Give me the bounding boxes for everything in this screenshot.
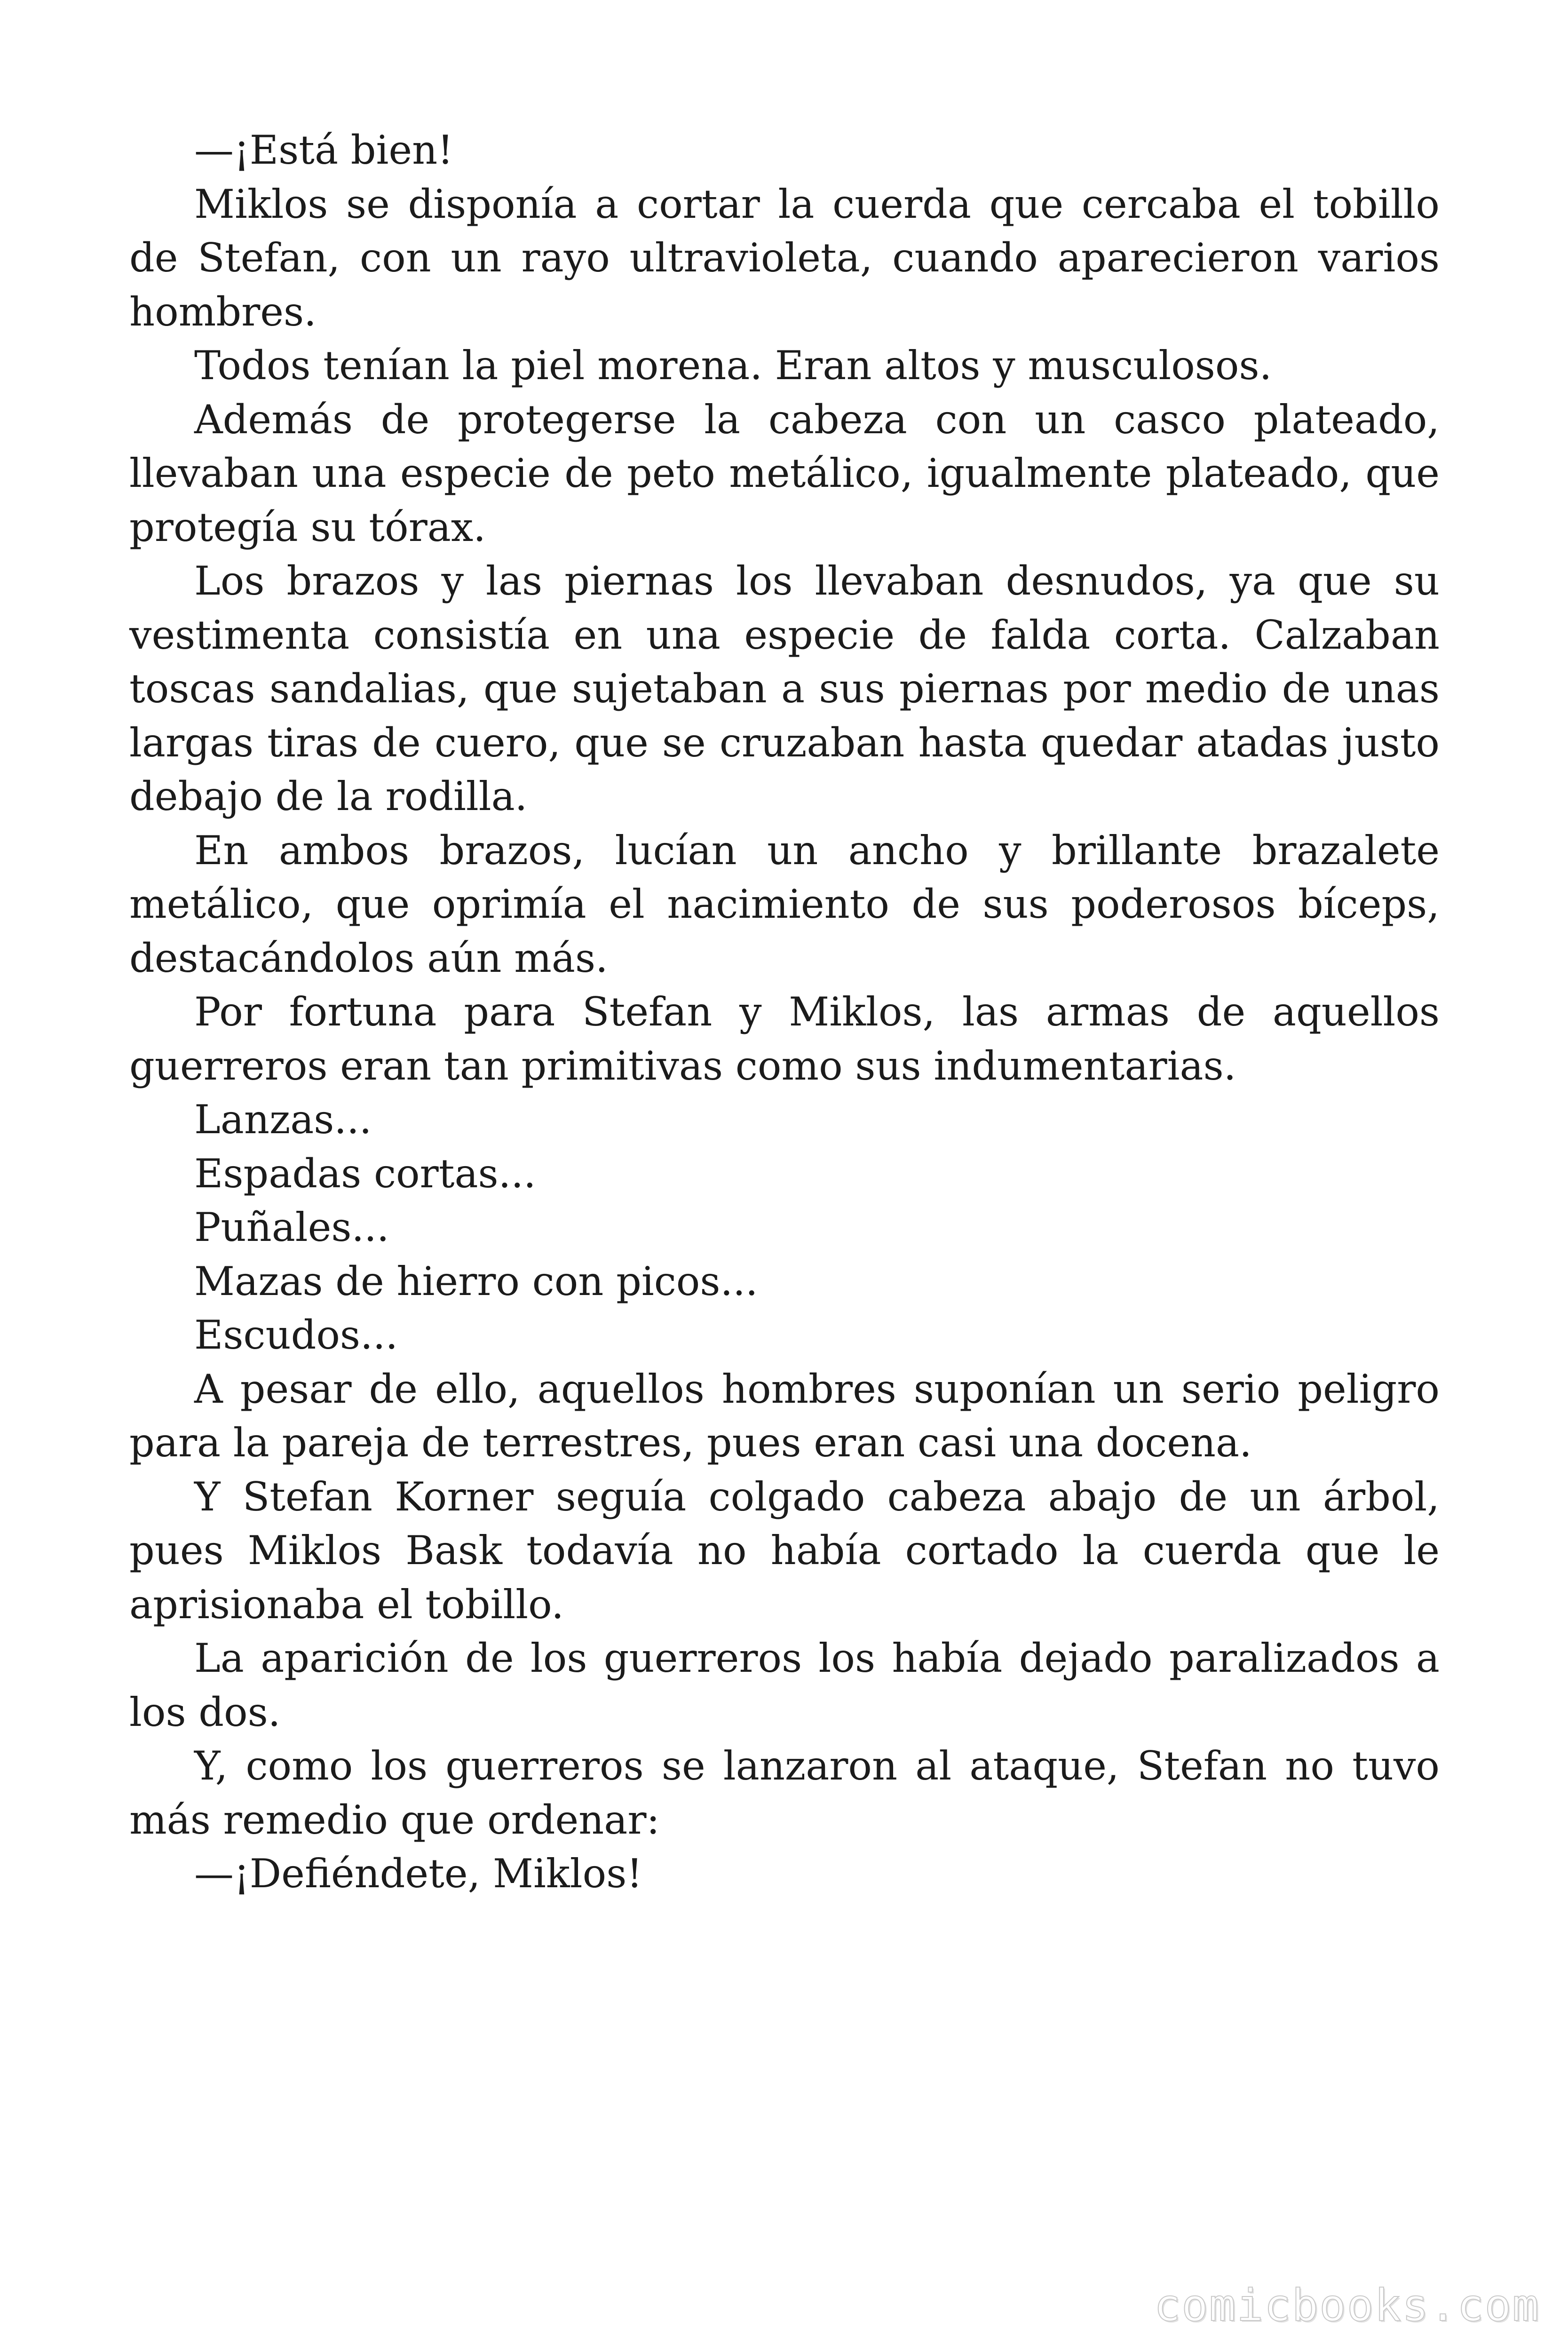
paragraph: —¡Defiéndete, Miklos! bbox=[194, 1851, 643, 1897]
paragraph: Miklos se disponía a cortar la cuerda que cercaba el tobillo de Stefan, con un rayo ultravioleta, cuando aparecieron varios hombres. bbox=[129, 181, 1440, 335]
paragraph: Además de protegerse la cabeza con un casco plateado, llevaban una especie de peto metálico, igualmente plateado, que protegía su tórax. bbox=[129, 396, 1440, 550]
paragraph: Y Stefan Korner seguía colgado cabeza abajo de un árbol, pues Miklos Bask todavía no había cortado la cuerda que le aprisionaba el tobillo. bbox=[129, 1473, 1440, 1628]
paragraph: Y, como los guerreros se lanzaron al ataque, Stefan no tuvo más remedio que ordenar: bbox=[129, 1743, 1440, 1843]
paragraph: Lanzas... bbox=[194, 1097, 372, 1143]
paragraph: En ambos brazos, lucían un ancho y brillante brazalete metálico, que oprimía el nacimiento de sus poderosos bíceps, destacándolos aún más. bbox=[129, 827, 1440, 981]
paragraph: Escudos... bbox=[194, 1312, 398, 1358]
paragraph: A pesar de ello, aquellos hombres suponían un serio peligro para la pareja de terrestres, pues eran casi una docena. bbox=[129, 1366, 1440, 1466]
paragraph: La aparición de los guerreros los había dejado paralizados a los dos. bbox=[129, 1635, 1440, 1735]
paragraph: Espadas cortas... bbox=[194, 1150, 536, 1197]
paragraph: —¡Está bien! bbox=[194, 127, 453, 173]
watermark-logo: comicbooks.com bbox=[1154, 2280, 1540, 2331]
paragraph: Mazas de hierro con picos... bbox=[194, 1258, 758, 1304]
paragraph: Puñales... bbox=[194, 1204, 389, 1250]
paragraph: Todos tenían la piel morena. Eran altos y musculosos. bbox=[194, 342, 1272, 389]
paragraph: Por fortuna para Stefan y Miklos, las armas de aquellos guerreros eran tan primitivas como sus indumentarias. bbox=[129, 989, 1440, 1089]
body-text bbox=[129, 123, 1440, 1901]
paragraph: Los brazos y las piernas los llevaban desnudos, ya que su vestimenta consistía en una especie de falda corta. Calzaban toscas sandalias, que sujetaban a sus piernas por medio de unas largas tiras de cuero, que se cruzaban hasta quedar atadas justo debajo de la rodilla. bbox=[129, 558, 1440, 819]
